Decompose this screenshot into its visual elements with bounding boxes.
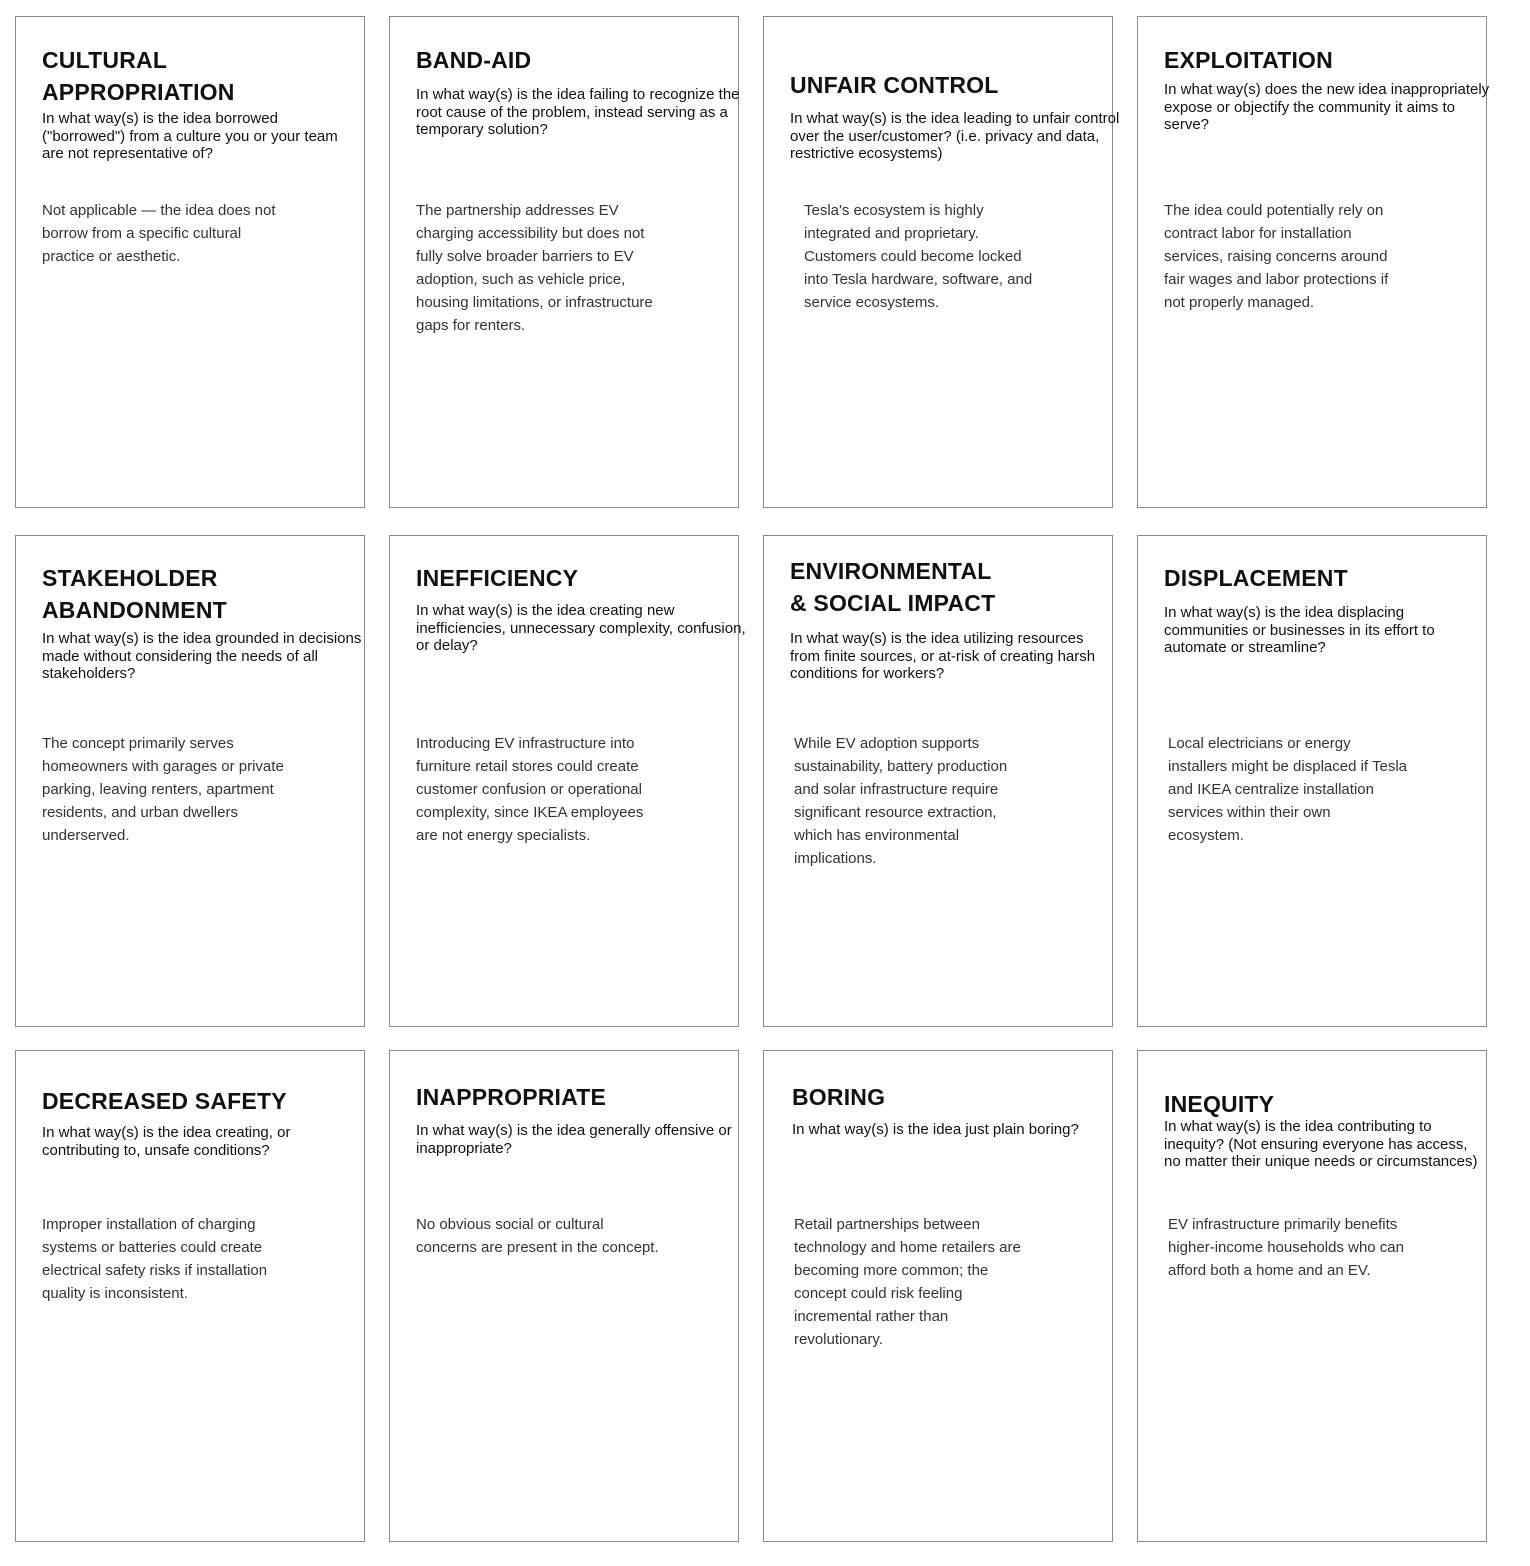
card-answer: Tesla's ecosystem is highly integrated and proprietary. Customers could become locked into Tesla hardware, software, and service ecosystems. [804,202,1033,311]
card-question: In what way(s) is the idea failing to recognize the root cause of the problem, instead serving as a temporary solution? [416,86,740,138]
card-question: In what way(s) is the idea generally offensive or inappropriate? [416,1122,732,1157]
card-answer: Not applicable — the idea does not borrow from a specific cultural practice or aesthetic. [42,202,276,265]
card-inappropriate [389,1050,739,1542]
card-title: BORING [792,1084,886,1110]
card-cultural-appropriation [15,16,365,508]
card-answer: Introducing EV infrastructure into furniture retail stores could create customer confusion or operational complexity, since IKEA employees are not energy specialists. [416,735,644,844]
card-answer: Improper installation of charging systems or batteries could create electrical safety risks if installation quality is inconsistent. [42,1216,268,1302]
card-band-aid [389,16,739,508]
card-environmental-social-impact [763,535,1113,1027]
card-answer: The concept primarily serves homeowners with garages or private parking, leaving renters, apartment residents, and urban dwellers underserved. [42,735,284,844]
card-decreased-safety [15,1050,365,1542]
card-exploitation [1137,16,1490,508]
card-question: In what way(s) is the idea just plain boring? [792,1121,1079,1138]
card-answer: EV infrastructure primarily benefits higher-income households who can afford both a home and an EV. [1168,1216,1404,1279]
card-title: DECREASED SAFETY [42,1088,287,1114]
card-question: In what way(s) is the idea borrowed ("borrowed") from a culture you or your team are not representative of? [42,110,338,162]
card-answer: The idea could potentially rely on contract labor for installation services, raising concerns around fair wages and labor protections if not properly managed. [1164,202,1389,311]
card-answer: While EV adoption supports sustainability, battery production and solar infrastructure require significant resource extraction, which has environmental implications. [794,735,1008,867]
card-title: EXPLOITATION [1164,47,1333,73]
card-unfair-control [763,16,1120,508]
card-question: In what way(s) does the new idea inappropriately expose or objectify the community it aims to serve? [1164,81,1490,133]
card-title: UNFAIR CONTROL [790,72,999,98]
card-title: DISPLACEMENT [1164,565,1348,591]
card-question: In what way(s) is the idea utilizing resources from finite sources, or at-risk of creating harsh conditions for workers? [790,630,1096,682]
card-question: In what way(s) is the idea contributing to inequity? (Not ensuring everyone has access, no matter their unique needs or circumstances) [1164,1118,1478,1170]
card-inefficiency [389,535,746,1027]
card-title: INEFFICIENCY [416,565,579,591]
card-inequity [1137,1050,1487,1542]
card-answer: Retail partnerships between technology and home retailers are becoming more common; the concept could risk feeling incremental rather than revolutionary. [794,1216,1021,1348]
card-question: In what way(s) is the idea creating new inefficiencies, unnecessary complexity, confusion, or delay? [416,602,746,654]
card-answer: Local electricians or energy installers might be displaced if Tesla and IKEA centralize installation services within their own ecosystem. [1168,735,1408,844]
card-title: ENVIRONMENTAL & SOCIAL IMPACT [790,558,996,616]
card-question: In what way(s) is the idea creating, or contributing to, unsafe conditions? [42,1124,291,1159]
card-question: In what way(s) is the idea grounded in decisions made without considering the needs of all stakeholders? [42,630,362,682]
card-title: INAPPROPRIATE [416,1084,607,1110]
card-question: In what way(s) is the idea displacing communities or businesses in its effort to automate or streamline? [1164,604,1435,656]
card-title: INEQUITY [1164,1091,1275,1117]
card-displacement [1137,535,1487,1027]
card-answer: The partnership addresses EV charging accessibility but does not fully solve broader barriers to EV adoption, such as vehicle price, housing limitations, or infrastructure gaps for renters. [416,202,653,334]
card-title: STAKEHOLDER ABANDONMENT [42,565,227,623]
card-title: BAND-AID [416,47,532,73]
card-question: In what way(s) is the idea leading to unfair control over the user/customer? (i.e. privacy and data, restrictive ecosystems) [790,110,1120,162]
card-boring [763,1050,1113,1542]
card-answer: No obvious social or cultural concerns are present in the concept. [416,1216,659,1256]
card-stakeholder-abandonment [15,535,365,1027]
card-title: CULTURAL APPROPRIATION [42,47,235,105]
